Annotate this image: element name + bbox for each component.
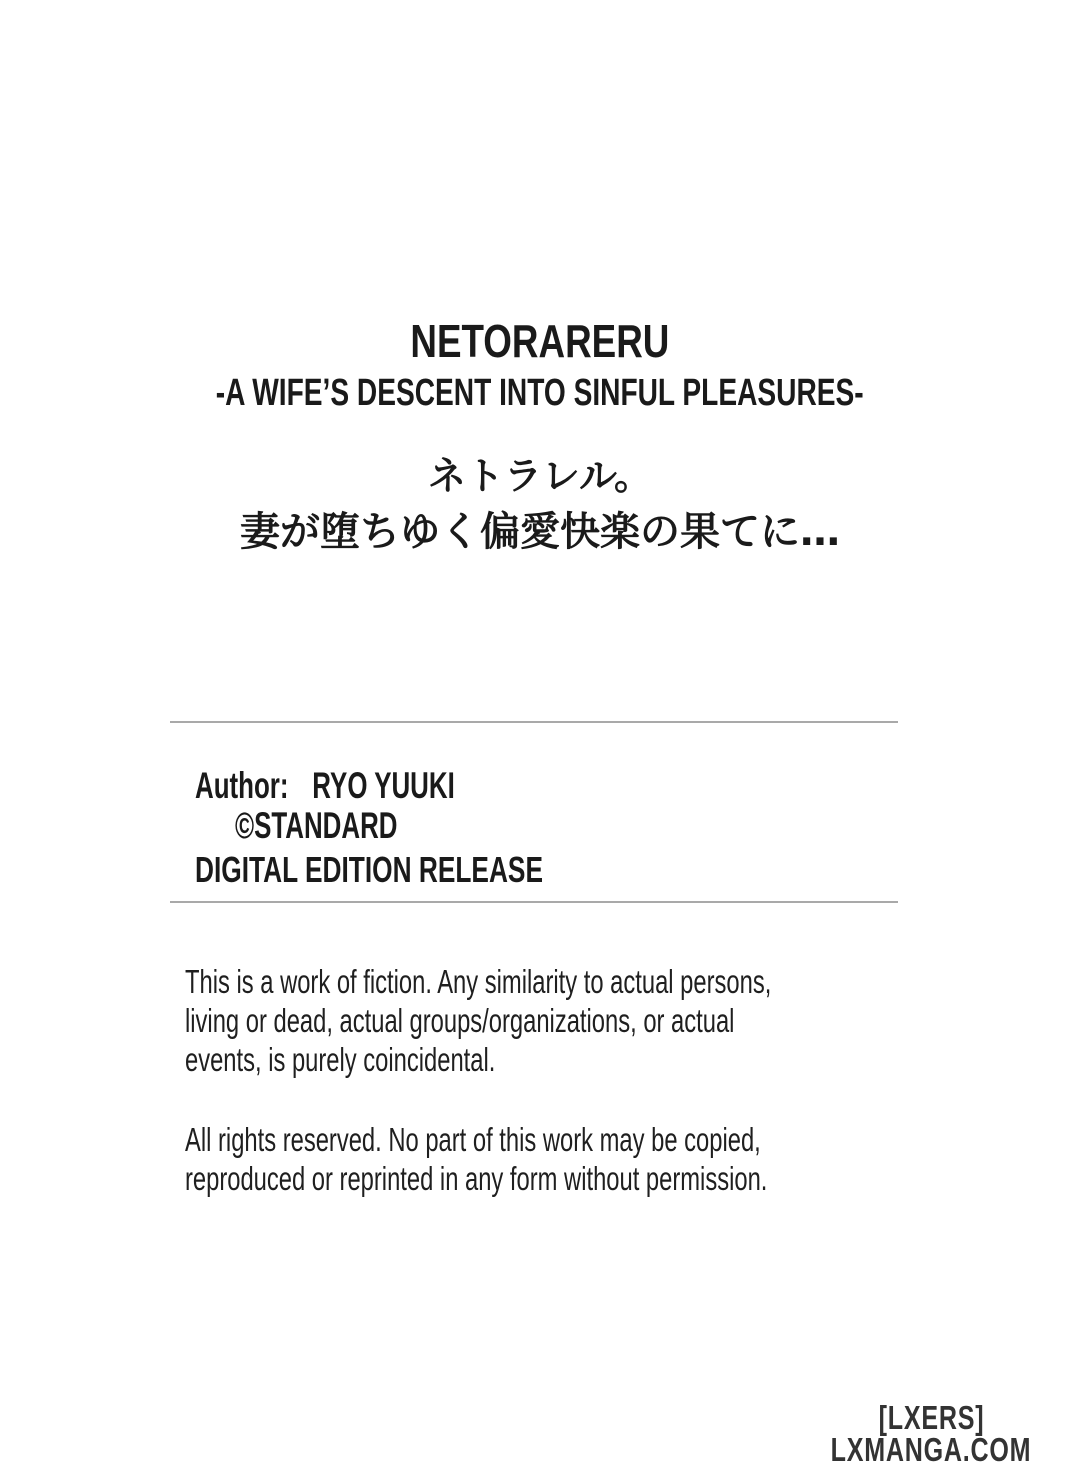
rights-disclaimer-text-2: reproduced or reprinted in any form without permission. [185, 1160, 768, 1197]
watermark-site-text: LXMANGA.COM [830, 1431, 1032, 1468]
edition-line [195, 850, 672, 890]
copyright-line [195, 806, 672, 846]
watermark-group [799, 1399, 1063, 1436]
title-english [0, 316, 1080, 366]
fiction-disclaimer-text-2: living or dead, actual groups/organizations, or actual [185, 1002, 735, 1039]
title-japanese: ネトラレル。 [427, 454, 652, 498]
watermark [799, 1399, 1063, 1468]
subtitle-english [0, 372, 1080, 414]
subtitle-english-text: -A WIFE’S DESCENT INTO SINFUL PLEASURES- [216, 372, 864, 414]
author-name: RYO YUUKI [312, 765, 455, 806]
paragraph-gap [185, 1079, 999, 1120]
subtitle-japanese: 妻が堕ちゆく偏愛快楽の果てに… [240, 509, 840, 555]
divider-bottom [170, 901, 898, 903]
title-block [0, 316, 1080, 414]
copyright-text: ©STANDARD [235, 805, 398, 846]
rights-disclaimer-line [185, 1120, 999, 1159]
edition-text: DIGITAL EDITION RELEASE [195, 849, 543, 890]
watermark-site [799, 1431, 1063, 1468]
author-line-text [195, 766, 455, 806]
rights-disclaimer-text-1: All rights reserved. No part of this work may be copied, [185, 1121, 761, 1158]
title-english-text: NETORARERU [410, 315, 670, 367]
fiction-disclaimer-line [185, 1001, 999, 1040]
divider-top [170, 721, 898, 723]
japanese-title-block [0, 452, 1080, 558]
fiction-disclaimer-line [185, 962, 999, 1001]
author-block [195, 766, 672, 890]
author-line [195, 766, 672, 806]
fiction-disclaimer-line [185, 1040, 999, 1079]
rights-disclaimer-line [185, 1159, 999, 1198]
fiction-disclaimer-text-3: events, is purely coincidental. [185, 1041, 496, 1078]
author-label: Author: [195, 765, 289, 806]
watermark-group-text: [LXERS] [878, 1399, 984, 1436]
fiction-disclaimer-text-1: This is a work of fiction. Any similarity to actual persons, [185, 963, 772, 1000]
disclaimer-block [185, 962, 999, 1198]
